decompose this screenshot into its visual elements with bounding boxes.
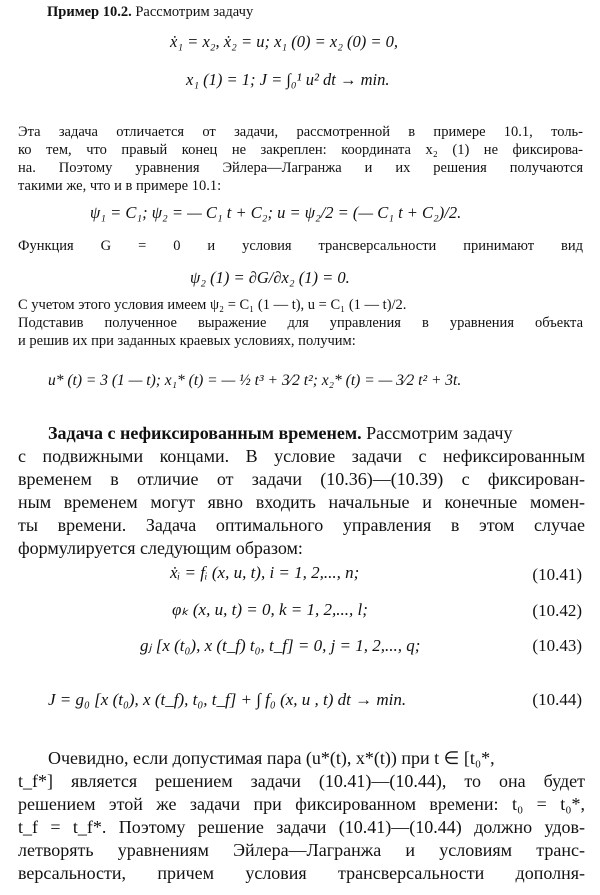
section-para-line: ты времени. Задача оптимального управления в этом случае xyxy=(18,515,585,535)
final-para-line: t_f*] является решением задачи (10.41)—(10.44), то она будет xyxy=(18,771,585,791)
section-para-line: временем в отличие от задачи (10.36)—(10.39) с фиксирован- xyxy=(18,469,585,489)
equation-number: (10.44) xyxy=(532,690,582,709)
section-para-first: Рассмотрим задачу xyxy=(366,423,513,443)
final-para-line: Очевидно, если допустимая пара (u*(t), x*(t)) при t ∈ [t₀*, xyxy=(48,748,495,768)
para3-line: и решив их при заданных краевых условиях, получим: xyxy=(18,333,356,349)
equation-solution: u* (t) = 3 (1 — t); x₁* (t) = — ½ t³ + 3⁄2 t²; x₂* (t) = — 3⁄2 t² + 3t. xyxy=(48,372,462,389)
equation-10-41: ẋᵢ = fᵢ (x, u, t), i = 1, 2,..., n; xyxy=(170,563,360,582)
para1-line: такими же, что и в примере 10.1: xyxy=(18,178,222,194)
equation-10-44: J = g₀ [x (t₀), x (t_f), t₀, t_f] + ∫ f₀ (x, u , t) dt → min. xyxy=(48,690,407,709)
para1-line: ко тем, что правый конец не закреплен: координата x₂ (1) не фиксирова- xyxy=(18,142,583,158)
equation-system-1: ẋ₁ = x₂, ẋ₂ = u; x₁ (0) = x₂ (0) = 0, xyxy=(170,32,399,51)
para3-line: С учетом этого условия имеем ψ₂ = C₁ (1 — t), u = C₁ (1 — t)/2. xyxy=(18,297,407,313)
example-intro: Рассмотрим задачу xyxy=(135,4,254,20)
example-line xyxy=(47,4,253,21)
equation-psi: ψ₁ = C₁; ψ₂ = — C₁ t + C₂; u = ψ₂/2 = (— C₁ t + C₂)/2. xyxy=(90,203,462,222)
example-heading: Пример 10.2. xyxy=(47,4,132,20)
section-para-line: с подвижными концами. В условие задачи с нефиксированным xyxy=(18,446,585,466)
section-para-line: формулируется следующим образом: xyxy=(18,538,303,558)
final-para-line: версальности, причем условия трансверсальности дополня- xyxy=(18,863,585,883)
equation-number: (10.42) xyxy=(532,601,582,620)
final-para-line: летворять уравнениям Эйлера—Лагранжа и условиям транс- xyxy=(18,840,585,860)
equation-number: (10.43) xyxy=(532,636,582,655)
final-para-line: t_f = t_f*. Поэтому решение задачи (10.41)—(10.44) должно удов- xyxy=(18,817,585,837)
para2: Функция G = 0 и условия трансверсальности принимают вид xyxy=(18,238,583,254)
final-para-line: решением этой же задачи при фиксированном времени: t₀ = t₀*, xyxy=(18,794,585,814)
para1-line: Эта задача отличается от задачи, рассмотренной в примере 10.1, толь- xyxy=(18,124,583,140)
para1-line: на. Поэтому уравнения Эйлера—Лагранжа и их решения получаются xyxy=(18,160,583,176)
section-line xyxy=(48,423,512,444)
equation-10-42: φₖ (x, u, t) = 0, k = 1, 2,..., l; xyxy=(172,600,368,619)
section-para-line: ным временем могут явно входить начальные и конечные момен- xyxy=(18,492,585,512)
section-title: Задача с нефиксированным временем. xyxy=(48,423,362,443)
equation-system-2: x₁ (1) = 1; J = ∫₀¹ u² dt → min. xyxy=(186,70,390,89)
equation-number: (10.41) xyxy=(532,565,582,584)
equation-transversality: ψ₂ (1) = ∂G/∂x₂ (1) = 0. xyxy=(190,268,350,287)
equation-10-43: gⱼ [x (t₀), x (t_f) t₀, t_f] = 0, j = 1, 2,..., q; xyxy=(140,636,421,655)
para3-line: Подставив полученное выражение для управления в уравнения объекта xyxy=(18,315,583,331)
